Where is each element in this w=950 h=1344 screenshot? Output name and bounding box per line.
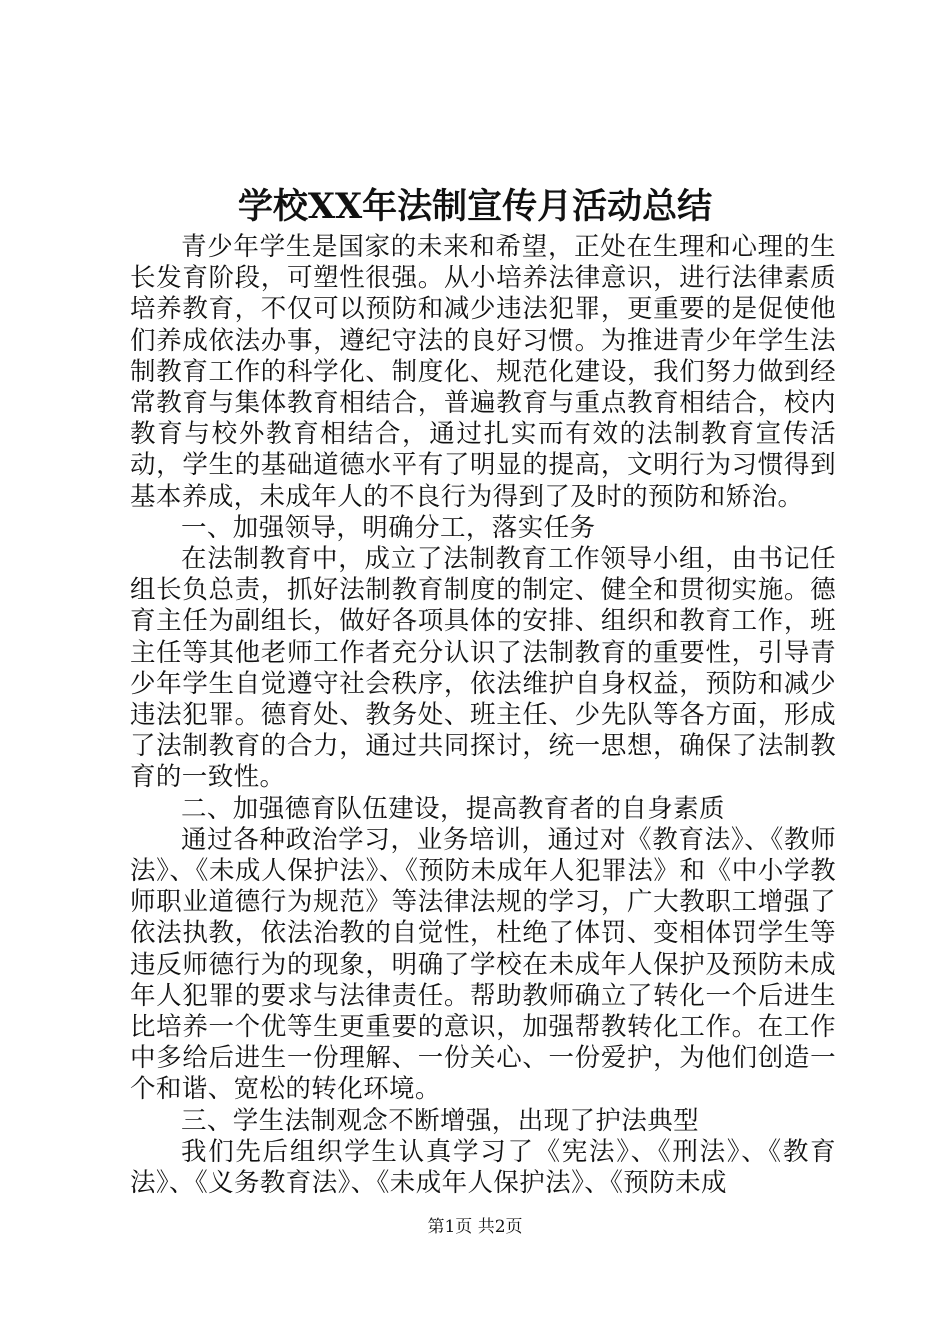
document-body [130,232,836,1199]
section-1-paragraph: 在法制教育中，成立了法制教育工作领导小组，由书记任组长负总责，抓好法制教育制度的制定、健全和贯彻实施。德育主任为副组长，做好各项具体的安排、组织和教育工作，班主任等其他老师工作者充分认识了法制教育的重要性，引导青少年学生自觉遵守社会秩序，依法维护自身权益，预防和减少违法犯罪。德育处、教务处、班主任、少先队等各方面，形成了法制教育的合力，通过共同探讨，统一思想，确保了法制教育的一致性。 [130,544,836,793]
intro-paragraph: 青少年学生是国家的未来和希望，正处在生理和心理的生长发育阶段，可塑性很强。从小培养法律意识，进行法律素质培养教育，不仅可以预防和减少违法犯罪，更重要的是促使他们养成依法办事，遵纪守法的良好习惯。为推进青少年学生法制教育工作的科学化、制度化、规范化建设，我们努力做到经常教育与集体教育相结合，普遍教育与重点教育相结合，校内教育与校外教育相结合，通过扎实而有效的法制教育宣传活动，学生的基础道德水平有了明显的提高，文明行为习惯得到基本养成，未成年人的不良行为得到了及时的预防和矫治。 [130,232,836,512]
section-heading-2: 二、加强德育队伍建设，提高教育者的自身素质 [181,793,725,824]
document-title: 学校XX年法制宣传月活动总结 [237,186,713,227]
page-number-footer: 第1页 共2页 [427,1217,523,1237]
section-heading-1: 一、加强领导，明确分工，落实任务 [181,512,596,543]
section-3-paragraph: 我们先后组织学生认真学习了《宪法》、《刑法》、《教育法》、《义务教育法》、《未成年人保护法》、《预防未成 [130,1136,836,1199]
section-2-paragraph: 通过各种政治学习，业务培训，通过对《教育法》、《教师法》、《未成人保护法》、《预防未成年人犯罪法》和《中小学教师职业道德行为规范》等法律法规的学习，广大教职工增强了依法执教，依法治教的自觉性，杜绝了体罚、变相体罚学生等违反师德行为的现象，明确了学校在未成年人保护及预防未成年人犯罪的要求与法律责任。帮助教师确立了转化一个后进生比培养一个优等生更重要的意识，加强帮教转化工作。在工作中多给后进生一份理解、一份关心、一份爱护，为他们创造一个和谐、宽松的转化环境。 [130,824,836,1105]
section-heading-3: 三、学生法制观念不断增强，出现了护法典型 [181,1105,700,1136]
